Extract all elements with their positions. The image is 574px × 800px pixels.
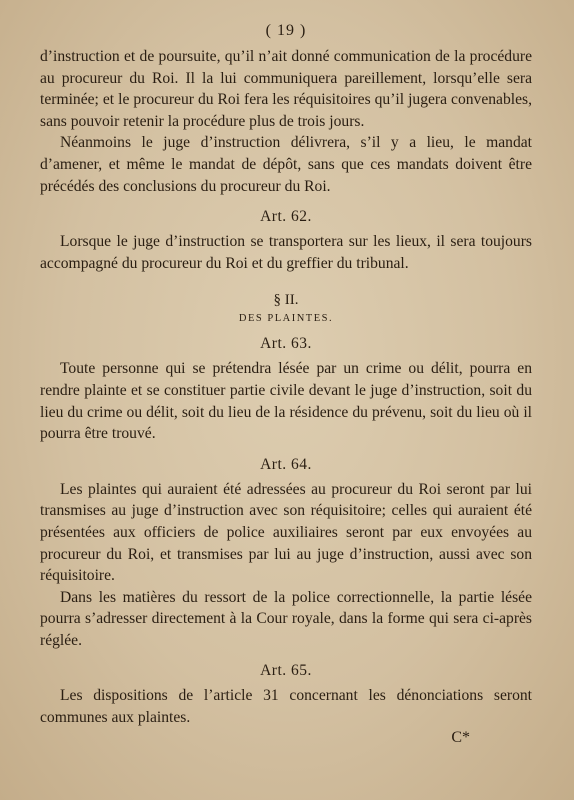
section-title: DES PLAINTES.: [238, 313, 334, 325]
article-65-text: Les dispositions de l’article 31 concernant les dénonciations seront communes aux plaintes.: [40, 687, 532, 727]
article-65-heading: Art. 65.: [260, 662, 312, 680]
article-63-text: Toute personne qui se prétendra lésée par un crime ou délit, pourra en rendre plainte et se constituer partie civile devant le juge d’instruction, soit du lieu du crime ou délit, soit du lieu de la résidence du prévenu, soit du lieu où il pourra être trouvé.: [40, 360, 532, 443]
article-62-heading: Art. 62.: [260, 208, 312, 226]
article-64-text-2: Dans les matières du ressort de la police correctionnelle, la partie lésée pourra s’adresser directement à la Cour royale, dans la forme qui sera ci-après réglée.: [40, 588, 532, 649]
article-63-heading: Art. 63.: [260, 335, 312, 353]
paragraph-neanmoins: Néanmoins le juge d’instruction délivrera, s’il y a lieu, le mandat d’amener, et même le mandat de dépôt, sans que ces mandats doivent être précédés des conclusions du procureur du Roi.: [40, 134, 532, 195]
paragraph-continuation: d’instruction et de poursuite, qu’il n’ait donné communication de la procédure au procureur du Roi. Il la lui communiquera pareillement, lorsqu’elle sera terminée; et le procureur du Roi fera les réquisitoires qu’il jugera convenables, sans pouvoir retenir la procédure plus de trois jours.: [40, 48, 532, 130]
article-62-text: Lorsque le juge d’instruction se transportera sur les lieux, il sera toujours accompagné du procureur du Roi et du greffier du tribunal.: [40, 233, 532, 272]
signature-mark: C*: [451, 729, 470, 746]
article-64-text-1: Les plaintes qui auraient été adressées au procureur du Roi seront par lui transmises au juge d’instruction avec son réquisitoire; celles qui auraient été présentées aux officiers de police auxiliaires seront par eux envoyées au procureur du Roi, et transmises par lui au juge d’instruction, aussi avec son réquisitoire.: [40, 480, 532, 585]
page-number: ( 19 ): [265, 22, 307, 39]
article-64-heading: Art. 64.: [260, 455, 312, 473]
section-number: § II.: [273, 292, 299, 309]
